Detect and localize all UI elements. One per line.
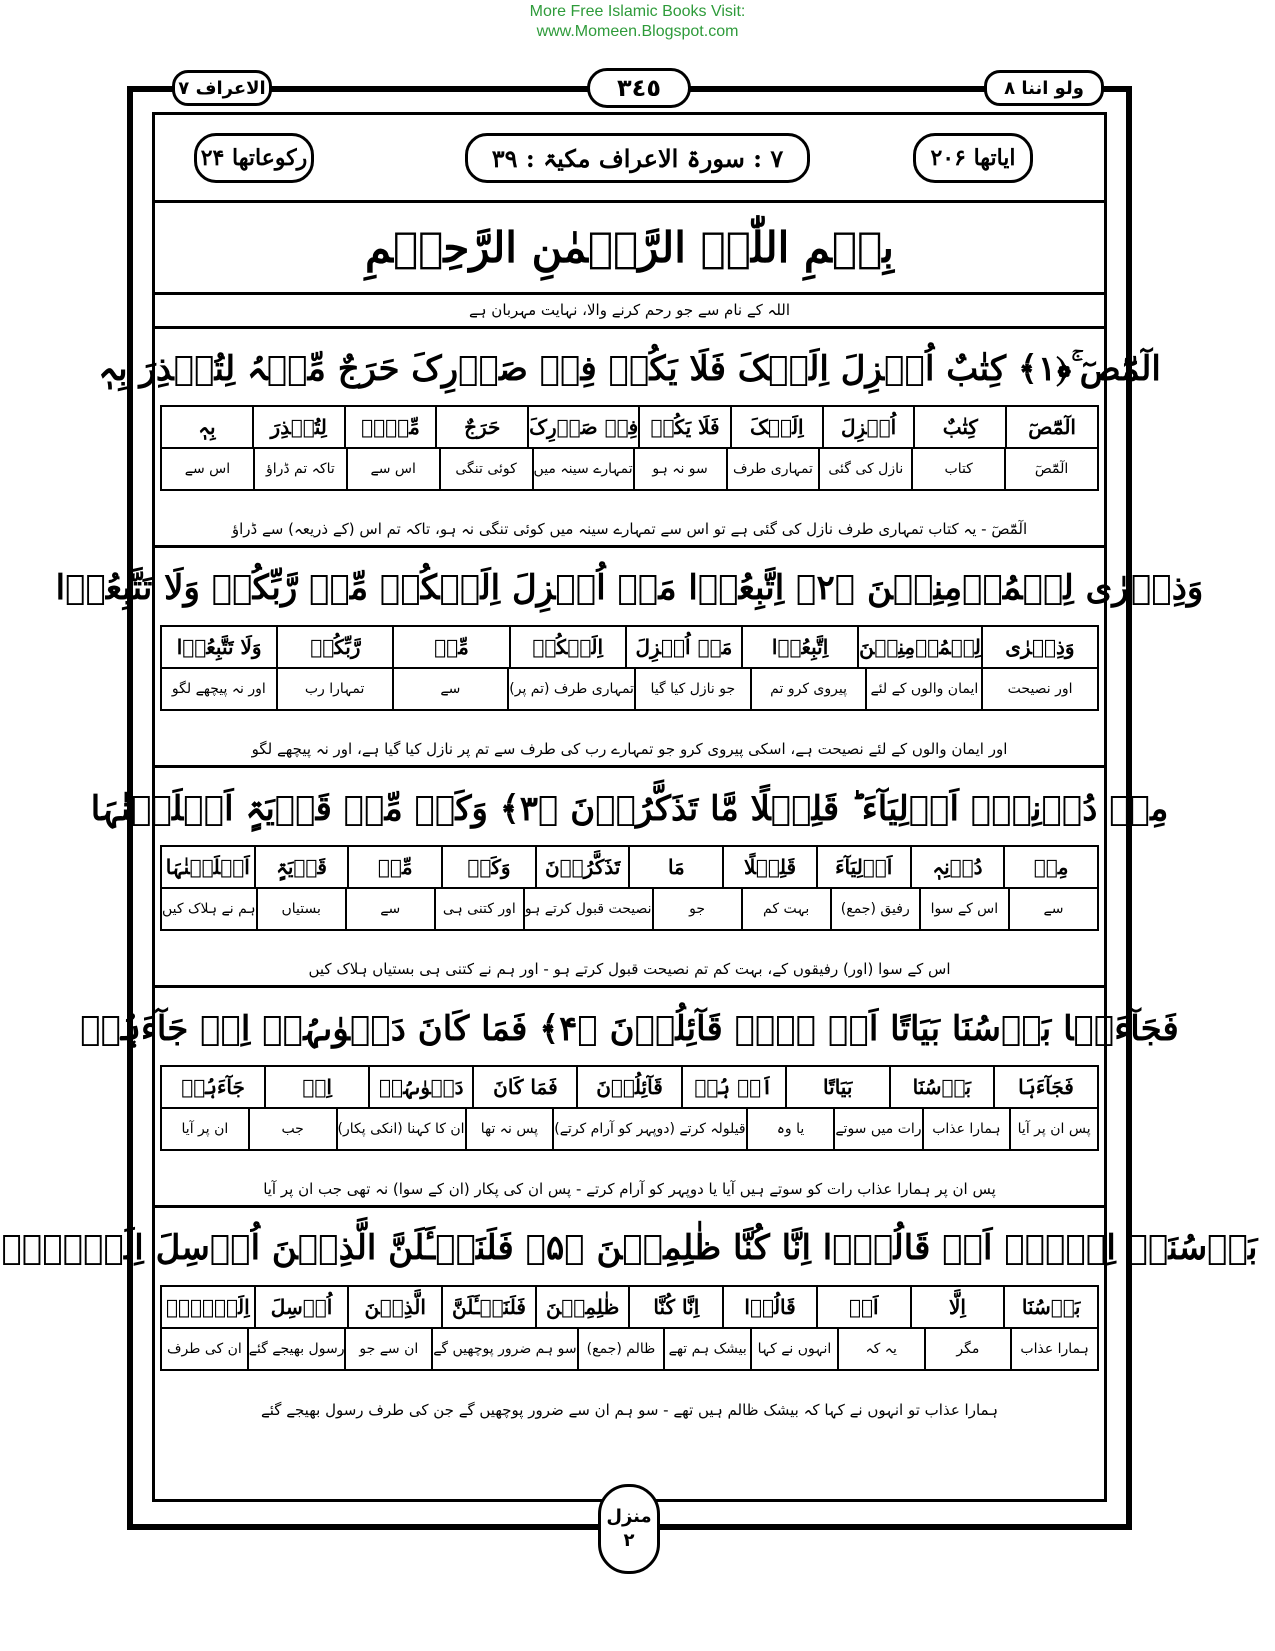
meaning-cell: تاکہ تم ڈراؤ (253, 449, 346, 489)
manzil-number: ۲ (623, 1530, 635, 1551)
word-cell: اِنَّا کُنَّا (628, 1287, 722, 1327)
verse-line: فَجَآءَہَا بَاۡسُنَا بَیَاتًا اَوۡ ہُمۡ قَآئِلُوۡنَ ﴿۴﴾ فَمَا کَانَ دَعۡوٰىہُمۡ اِذۡ جَآءَہُمۡ (80, 1008, 1179, 1049)
arabic-words-row (162, 1067, 1097, 1107)
word-cell: اُرۡسِلَ (254, 1287, 348, 1327)
meaning-cell: پس نہ تھا (465, 1109, 553, 1149)
meaning-cell: ہم نے ہلاک کیں (161, 901, 256, 917)
verse-translation: ہمارا عذاب تو انہوں نے کہا کہ بیشک ظالم ہیں تھے - سو ہم ان سے ضرور پوچھیں گے جن کی طرف رسول بھیجے گئے (260, 1401, 998, 1419)
word-cell: اَوۡلِیَآءَ (816, 847, 910, 887)
meaning-cell: ان سے جو (344, 1329, 431, 1369)
word-cell: قَرۡیَۃٍ (254, 847, 348, 887)
word-cell: اِلَیۡکَ (730, 407, 822, 447)
meaning-cell: اور نصیحت (981, 669, 1097, 709)
meaning-cell: سو نہ ہو (633, 449, 726, 489)
verse-translation: اور ایمان والوں کے لئے نصیحت ہے، اسکی پیروی کرو جو تمہارے رب کی طرف سے تم پر نازل کیا گیا ہے، اور نہ پیچھے لگو (251, 740, 1008, 758)
word-cell: اِتَّبِعُوۡا (741, 627, 857, 667)
word-grid (160, 625, 1099, 711)
word-cell: ظٰلِمِیۡنَ (535, 1287, 629, 1327)
word-cell: دَعۡوٰىہُمۡ (368, 1067, 472, 1107)
meaning-cell: ایمان والوں کے لئے (865, 669, 981, 709)
word-cell: فِیۡ صَدۡرِکَ (527, 407, 638, 447)
meaning-cell: جب (248, 1109, 336, 1149)
arabic-words-row (162, 847, 1097, 887)
verse-translation: اس کے سوا (اور) رفیقوں کے، بہت کم تم نصیحت قبول کرتے ہو - اور ہم نے کتنی ہی بستیاں ہلاک کیں (308, 960, 951, 978)
word-cell: تَذَکَّرُوۡنَ (535, 847, 629, 887)
word-cell: اَنۡ (816, 1287, 910, 1327)
word-cell: رَّبِّکُمۡ (276, 627, 392, 667)
promo-line-1: More Free Islamic Books Visit: (529, 3, 746, 20)
word-cell: فَلَا یَکُنۡ (638, 407, 730, 447)
word-cell: مِّنۡہُ (344, 407, 436, 447)
rukus-count: رکوعاتھا ۲۴ (194, 133, 314, 183)
manzil-label: منزل (606, 1506, 652, 1527)
promo-banner (0, 2, 1275, 42)
word-cell: دُوۡنِہٖ (910, 847, 1004, 887)
meaning-cell: انہوں نے کہا (750, 1329, 837, 1369)
meaning-cell: جو نازل کیا گیا (634, 669, 750, 709)
meaning-cell: نازل کی گئی (818, 449, 911, 489)
word-cell: اُنۡزِلَ (822, 407, 914, 447)
word-cell: اَہۡلَکۡنٰہَا (165, 855, 250, 879)
meaning-cell: سو ہم ضرور پوچھیں گے (431, 1329, 576, 1369)
meaning-cell: ان کی طرف (166, 1341, 242, 1357)
word-cell: الَّذِیۡنَ (347, 1287, 441, 1327)
word-cell: مِّنۡ (347, 847, 441, 887)
word-cell: مَاۤ اُنۡزِلَ (625, 627, 741, 667)
word-cell: اِذۡ (264, 1067, 368, 1107)
meaning-cell: الٓمّٓصٓ (1004, 449, 1097, 489)
arabic-words-row (162, 407, 1097, 447)
meaning-cell: جو (652, 889, 741, 929)
meaning-cell: ان پر آیا (181, 1121, 229, 1137)
word-cell: الٓمّٓصٓ (1005, 407, 1097, 447)
meaning-cell: اور نہ پیچھے لگو (171, 681, 266, 697)
urdu-meanings-row (162, 1327, 1097, 1369)
meaning-cell: سے (345, 889, 434, 929)
word-cell: کِتٰبٌ (913, 407, 1005, 447)
meaning-cell: یہ کہ (837, 1329, 924, 1369)
divider (155, 545, 1104, 548)
bismillah-translation: اللہ کے نام سے جو رحم کرنے والا، نہایت مہربان ہے (468, 301, 791, 319)
manzil-marker (598, 1484, 660, 1574)
word-cell: مِنۡ (1003, 847, 1097, 887)
word-cell: وَلَا تَتَّبِعُوۡا (176, 635, 262, 659)
verse-translation: پس ان پر ہمارا عذاب رات کو سوتے ہیں آیا یا دوپہر کو آرام کرتے - پس ان کی پکار (ان کے سوا) نہ تھی جب ان پر آیا (263, 1180, 996, 1198)
meaning-cell: بیشک ہم تھے (663, 1329, 750, 1369)
surah-title: ۷ : سورۃ الاعراف مکیۃ : ۳۹ (465, 133, 810, 183)
word-cell: بَیَاتًا (785, 1067, 889, 1107)
meaning-cell: پیروی کرو تم (750, 669, 866, 709)
meaning-cell: رسول بھیجے گئے (247, 1329, 345, 1369)
word-cell: وَذِکۡرٰی (981, 627, 1097, 667)
word-cell: فَلَنَسۡـَٔلَنَّ (441, 1287, 535, 1327)
meaning-cell: کوئی تنگی (439, 449, 532, 489)
surah-name-tab: الاعراف ۷ (172, 70, 272, 106)
word-cell: اِلَیۡہِمۡ (165, 1295, 250, 1319)
meaning-cell: تمہاری طرف (726, 449, 819, 489)
word-cell: فَجَآءَہَا (993, 1067, 1097, 1107)
arabic-words-row (162, 627, 1097, 667)
bismillah: بِسۡمِ اللّٰہِ الرَّحۡمٰنِ الرَّحِیۡمِ (155, 203, 1104, 295)
meaning-cell: اس سے (184, 461, 231, 477)
meaning-cell: سے (1008, 889, 1097, 929)
word-cell: حَرَجٌ (435, 407, 527, 447)
meaning-cell: رفیق (جمع) (830, 889, 919, 929)
meaning-cell: اور کتنی ہی (434, 889, 523, 929)
urdu-meanings-row (162, 1107, 1097, 1149)
verse-translation: الٓمّٓصٓ - یہ کتاب تمہاری طرف نازل کی گئی ہے تو اس سے تمہارے سینہ میں کوئی تنگی نہ ہو، تاکہ تم اس (کے ذریعہ) سے ڈراؤ (231, 520, 1028, 538)
divider (155, 1205, 1104, 1208)
meaning-cell: تمہارے سینہ میں (532, 449, 633, 489)
meaning-cell: سے (392, 669, 508, 709)
word-cell: بَاۡسُنَا (889, 1067, 993, 1107)
word-cell: فَمَا کَانَ (472, 1067, 576, 1107)
juz-name-tab: ولو اننا ۸ (984, 70, 1104, 106)
word-grid (160, 405, 1099, 491)
word-cell: قَآئِلُوۡنَ (576, 1067, 680, 1107)
word-cell: بِہٖ (198, 415, 216, 439)
promo-link[interactable]: www.Momeen.Blogspot.com (536, 23, 739, 40)
urdu-meanings-row (162, 667, 1097, 709)
meaning-cell: بہت کم (741, 889, 830, 929)
arabic-words-row (162, 1287, 1097, 1327)
meaning-cell: مگر (924, 1329, 1011, 1369)
verse-line: وَذِکۡرٰی لِلۡمُؤۡمِنِیۡنَ ﴿۲﴾ اِتَّبِعُوۡا مَاۤ اُنۡزِلَ اِلَیۡکُمۡ مِّنۡ رَّبِّکُمۡ وَلَا تَتَّبِعُوۡا (55, 568, 1204, 608)
verse-line: مِنۡ دُوۡنِہٖۤ اَوۡلِیَآءَ ؕ قَلِیۡلًا مَّا تَذَکَّرُوۡنَ ﴿۳﴾ وَکَمۡ مِّنۡ قَرۡیَۃٍ اَہۡلَکۡنٰہَا (90, 788, 1169, 829)
meaning-cell: بستیاں (256, 889, 345, 929)
word-grid (160, 1285, 1099, 1371)
meaning-cell: یا وہ (746, 1109, 834, 1149)
verse-line: الٓمّٓصٓ ۚ﴿۱﴾ کِتٰبٌ اُنۡزِلَ اِلَیۡکَ فَلَا یَکُنۡ فِیۡ صَدۡرِکَ حَرَجٌ مِّنۡہُ لِتُنۡذِرَ بِہٖ (98, 348, 1161, 389)
meaning-cell: ظالم (جمع) (577, 1329, 664, 1369)
divider (155, 765, 1104, 768)
meaning-cell: رات میں سوتے (833, 1109, 921, 1149)
meaning-cell: تمہارا رب (276, 669, 392, 709)
word-cell: قَلِیۡلًا (722, 847, 816, 887)
word-cell: جَآءَہُمۡ (181, 1075, 245, 1099)
divider (155, 985, 1104, 988)
urdu-meanings-row (162, 887, 1097, 929)
ayat-count: ایاتھا ۲۰۶ (913, 133, 1033, 183)
divider (155, 326, 1104, 329)
word-cell: اَوۡ ہُمۡ (681, 1067, 785, 1107)
word-grid (160, 1065, 1099, 1151)
meaning-cell: اس کے سوا (919, 889, 1008, 929)
meaning-cell: پس ان پر آیا (1009, 1109, 1097, 1149)
meaning-cell: کتاب (911, 449, 1004, 489)
word-cell: قَالُوۡا (722, 1287, 816, 1327)
word-cell: لِتُنۡذِرَ (252, 407, 344, 447)
word-grid (160, 845, 1099, 931)
word-cell: وَکَمۡ (441, 847, 535, 887)
meaning-cell: نصیحت قبول کرتے ہو (523, 889, 652, 929)
urdu-meanings-row (162, 447, 1097, 489)
meaning-cell: قیلولہ کرتے (دوپہر کو آرام کرتے) (552, 1109, 745, 1149)
meaning-cell: اس سے (346, 449, 439, 489)
page-number: ٣٤٥ (587, 68, 691, 108)
word-cell: لِلۡمُؤۡمِنِیۡنَ (857, 627, 981, 667)
verse-line: بَاۡسُنَاۤ اِلَّاۤ اَنۡ قَالُوۡۤا اِنَّا کُنَّا ظٰلِمِیۡنَ ﴿۵﴾ فَلَنَسۡـَٔلَنَّ الَّذِیۡنَ اُرۡسِلَ اِلَیۡہِمۡ (1, 1228, 1258, 1268)
word-cell: مِّنۡ (392, 627, 508, 667)
word-cell: اِلَّا (910, 1287, 1004, 1327)
meaning-cell: ہمارا عذاب (1010, 1329, 1097, 1369)
word-cell: مَا (628, 847, 722, 887)
meaning-cell: تمہاری طرف (تم پر) (507, 669, 634, 709)
word-cell: اِلَیۡکُمۡ (509, 627, 625, 667)
meaning-cell: ہمارا عذاب (922, 1109, 1010, 1149)
word-cell: بَاۡسُنَا (1003, 1287, 1097, 1327)
meaning-cell: ان کا کہنا (انکی پکار) (336, 1109, 465, 1149)
